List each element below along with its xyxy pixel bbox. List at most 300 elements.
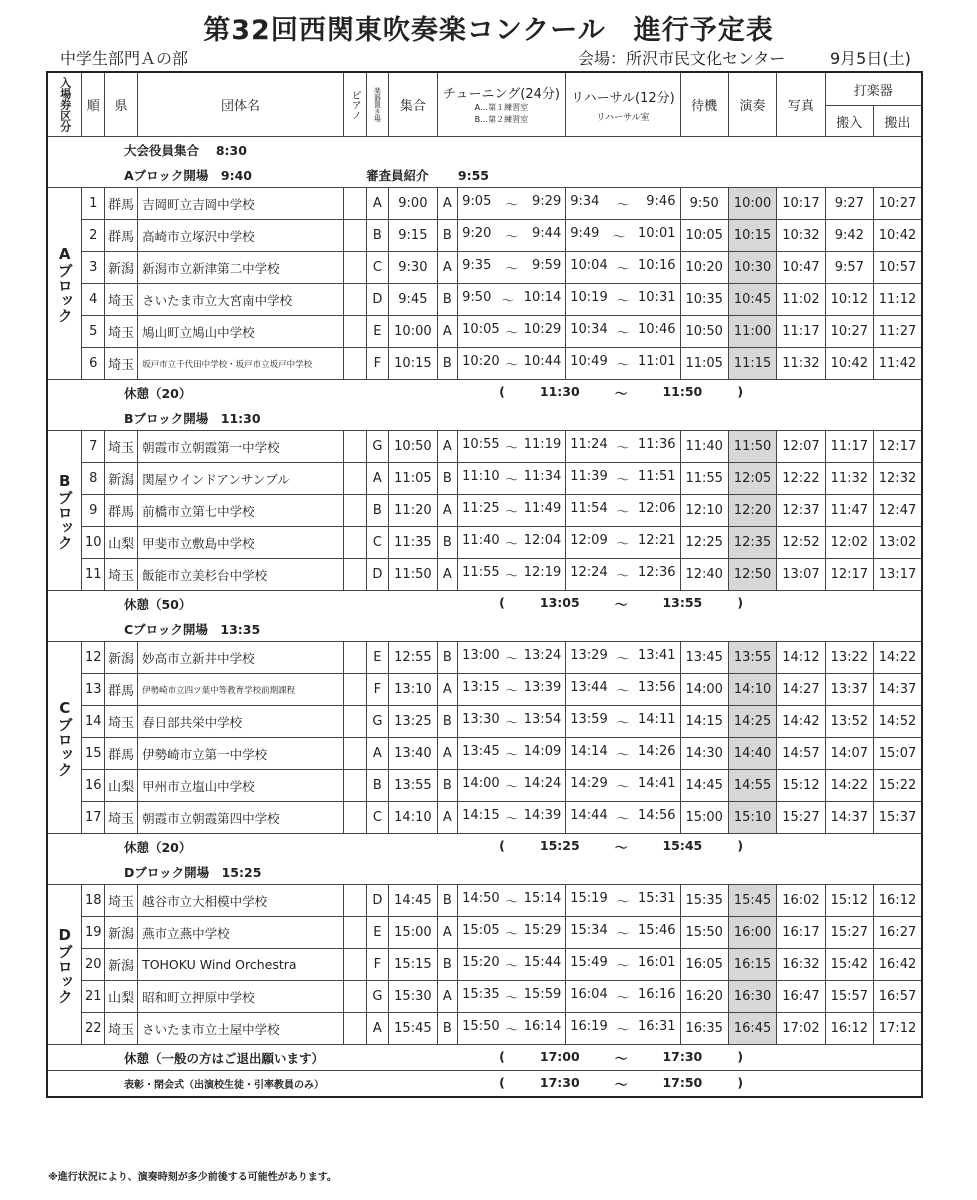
wait-cell: 16:05 <box>680 949 728 981</box>
closing-time: ( 17:00 ～ 17:30 ) <box>437 1045 922 1071</box>
order-cell: 15 <box>82 738 105 770</box>
block-label: Bブロック <box>47 431 82 591</box>
perform-cell: 14:40 <box>728 738 776 770</box>
carry-out-cell: 16:27 <box>874 917 923 949</box>
closing-label: 表彰・閉会式（出演校生徒・引率教員のみ） <box>82 1071 437 1098</box>
wait-cell: 14:15 <box>680 706 728 738</box>
tuning-time-cell: 13:00 ～ 13:24 <box>458 642 566 674</box>
piano-cell <box>343 559 366 591</box>
stand-cell: A <box>366 188 389 220</box>
rehearsal-time-cell: 9:34 ～ 9:46 <box>566 188 680 220</box>
tuning-time-cell: 13:15 ～ 13:39 <box>458 674 566 706</box>
page-title: 第32回西関東吹奏楽コンクール 進行予定表 <box>203 15 774 46</box>
photo-cell: 11:02 <box>777 284 825 316</box>
group-name: 飯能市立美杉台中学校 <box>138 559 344 591</box>
block-open-label: Cブロック開場 13:35 <box>82 616 922 642</box>
stand-cell: D <box>366 559 389 591</box>
order-cell: 1 <box>82 188 105 220</box>
assemble-cell: 15:00 <box>389 917 437 949</box>
tuning-time-cell: 9:20 ～ 9:44 <box>458 220 566 252</box>
perform-cell: 15:10 <box>728 802 776 834</box>
tuning-time-cell: 15:05 ～ 15:29 <box>458 917 566 949</box>
piano-cell <box>343 674 366 706</box>
carry-out-cell: 13:17 <box>874 559 923 591</box>
assemble-cell: 9:00 <box>389 188 437 220</box>
table-row <box>47 770 922 802</box>
carry-in-cell: 10:12 <box>825 284 873 316</box>
carry-out-cell: 10:57 <box>874 252 923 284</box>
header-stand: 楽器置き場 <box>366 72 389 137</box>
assemble-cell: 10:50 <box>389 431 437 463</box>
rehearsal-time-cell: 15:19 ～ 15:31 <box>566 885 680 917</box>
tuning-room-cell: A <box>437 738 458 770</box>
rehearsal-time-cell: 12:09 ～ 12:21 <box>566 527 680 559</box>
assemble-cell: 11:50 <box>389 559 437 591</box>
stand-cell: F <box>366 674 389 706</box>
rehearsal-time-cell: 10:49 ～ 11:01 <box>566 348 680 380</box>
header-assemble: 集合 <box>389 72 437 137</box>
date-label: 9月5日(土) <box>830 49 911 68</box>
group-name: 新潟市立新津第二中学校 <box>138 252 344 284</box>
stand-cell: E <box>366 642 389 674</box>
stand-cell: D <box>366 885 389 917</box>
tuning-time-cell: 14:15 ～ 14:39 <box>458 802 566 834</box>
perform-cell: 14:10 <box>728 674 776 706</box>
tuning-time-cell: 10:20 ～ 10:44 <box>458 348 566 380</box>
assemble-cell: 10:15 <box>389 348 437 380</box>
carry-in-cell: 11:17 <box>825 431 873 463</box>
wait-cell: 14:00 <box>680 674 728 706</box>
carry-in-cell: 11:32 <box>825 463 873 495</box>
assemble-cell: 15:15 <box>389 949 437 981</box>
assemble-cell: 9:30 <box>389 252 437 284</box>
tuning-room-cell: B <box>437 770 458 802</box>
header-wait: 待機 <box>680 72 728 137</box>
stand-cell: D <box>366 284 389 316</box>
stand-cell: B <box>366 770 389 802</box>
header-group: 団体名 <box>138 72 344 137</box>
assemble-cell: 12:55 <box>389 642 437 674</box>
break-row <box>47 380 922 406</box>
pref-cell: 新潟 <box>105 252 138 284</box>
order-cell: 12 <box>82 642 105 674</box>
carry-in-cell: 10:42 <box>825 348 873 380</box>
wait-cell: 12:10 <box>680 495 728 527</box>
group-name: 甲斐市立敷島中学校 <box>138 527 344 559</box>
header-rehearsal: リハーサル(12分) リハーサル室 <box>566 72 680 137</box>
break-row <box>47 834 922 860</box>
wait-cell: 10:35 <box>680 284 728 316</box>
piano-cell <box>343 1013 366 1045</box>
piano-cell <box>343 802 366 834</box>
perform-cell: 12:20 <box>728 495 776 527</box>
photo-cell: 16:02 <box>777 885 825 917</box>
piano-cell <box>343 284 366 316</box>
tuning-time-cell: 9:35 ～ 9:59 <box>458 252 566 284</box>
tuning-time-cell: 10:55 ～ 11:19 <box>458 431 566 463</box>
assemble-cell: 10:00 <box>389 316 437 348</box>
order-cell: 10 <box>82 527 105 559</box>
perform-cell: 16:15 <box>728 949 776 981</box>
tuning-room-cell: B <box>437 220 458 252</box>
rehearsal-time-cell: 9:49 ～ 10:01 <box>566 220 680 252</box>
rehearsal-time-cell: 10:04 ～ 10:16 <box>566 252 680 284</box>
tuning-room-cell: A <box>437 316 458 348</box>
table-row <box>47 1013 922 1045</box>
rehearsal-time-cell: 14:29 ～ 14:41 <box>566 770 680 802</box>
pref-cell: 埼玉 <box>105 1013 138 1045</box>
assemble-cell: 14:45 <box>389 885 437 917</box>
perform-cell: 12:05 <box>728 463 776 495</box>
photo-cell: 11:32 <box>777 348 825 380</box>
pref-cell: 新潟 <box>105 463 138 495</box>
wait-cell: 12:25 <box>680 527 728 559</box>
pref-cell: 群馬 <box>105 738 138 770</box>
assemble-cell: 13:55 <box>389 770 437 802</box>
intro-officials: 大会役員集合 8:30 <box>82 137 922 163</box>
photo-cell: 15:12 <box>777 770 825 802</box>
photo-cell: 12:22 <box>777 463 825 495</box>
wait-cell: 11:05 <box>680 348 728 380</box>
piano-cell <box>343 348 366 380</box>
table-row <box>47 284 922 316</box>
tuning-room-cell: A <box>437 252 458 284</box>
carry-in-cell: 14:22 <box>825 770 873 802</box>
pref-cell: 群馬 <box>105 188 138 220</box>
rehearsal-time-cell: 13:29 ～ 13:41 <box>566 642 680 674</box>
wait-cell: 15:35 <box>680 885 728 917</box>
group-name: 高崎市立塚沢中学校 <box>138 220 344 252</box>
wait-cell: 15:50 <box>680 917 728 949</box>
wait-cell: 16:35 <box>680 1013 728 1045</box>
perform-cell: 16:30 <box>728 981 776 1013</box>
perform-cell: 12:50 <box>728 559 776 591</box>
group-name: 伊勢崎市立四ツ葉中等教育学校前期課程 <box>138 674 344 706</box>
rehearsal-time-cell: 11:24 ～ 11:36 <box>566 431 680 463</box>
piano-cell <box>343 738 366 770</box>
photo-cell: 14:12 <box>777 642 825 674</box>
piano-cell <box>343 949 366 981</box>
tuning-room-cell: A <box>437 674 458 706</box>
pref-cell: 埼玉 <box>105 885 138 917</box>
tuning-time-cell: 15:50 ～ 16:14 <box>458 1013 566 1045</box>
pref-cell: 埼玉 <box>105 559 138 591</box>
table-row <box>47 917 922 949</box>
piano-cell <box>343 917 366 949</box>
table-row <box>47 642 922 674</box>
assemble-cell: 13:25 <box>389 706 437 738</box>
tuning-room-cell: B <box>437 284 458 316</box>
wait-cell: 11:40 <box>680 431 728 463</box>
rehearsal-time-cell: 16:19 ～ 16:31 <box>566 1013 680 1045</box>
order-cell: 17 <box>82 802 105 834</box>
rehearsal-time-cell: 14:14 ～ 14:26 <box>566 738 680 770</box>
order-cell: 8 <box>82 463 105 495</box>
order-cell: 13 <box>82 674 105 706</box>
perform-cell: 11:15 <box>728 348 776 380</box>
stand-cell: G <box>366 981 389 1013</box>
perform-cell: 10:15 <box>728 220 776 252</box>
wait-cell: 10:20 <box>680 252 728 284</box>
stand-cell: B <box>366 495 389 527</box>
group-name: 朝霞市立朝霞第一中学校 <box>138 431 344 463</box>
piano-cell <box>343 770 366 802</box>
pref-cell: 新潟 <box>105 917 138 949</box>
tuning-room-cell: B <box>437 527 458 559</box>
table-row <box>47 738 922 770</box>
photo-cell: 10:32 <box>777 220 825 252</box>
tuning-time-cell: 11:10 ～ 11:34 <box>458 463 566 495</box>
pref-cell: 山梨 <box>105 981 138 1013</box>
tuning-room-cell: B <box>437 949 458 981</box>
break-row <box>47 591 922 617</box>
carry-in-cell: 9:42 <box>825 220 873 252</box>
photo-cell: 16:17 <box>777 917 825 949</box>
photo-cell: 14:42 <box>777 706 825 738</box>
intro-judges: 審査員紹介 9:55 <box>366 162 922 188</box>
closing-time: ( 17:30 ～ 17:50 ) <box>437 1071 922 1098</box>
assemble-cell: 13:40 <box>389 738 437 770</box>
photo-cell: 12:37 <box>777 495 825 527</box>
assemble-cell: 9:45 <box>389 284 437 316</box>
order-cell: 4 <box>82 284 105 316</box>
rehearsal-time-cell: 14:44 ～ 14:56 <box>566 802 680 834</box>
tuning-room-cell: A <box>437 917 458 949</box>
rehearsal-time-cell: 11:39 ～ 11:51 <box>566 463 680 495</box>
pref-cell: 埼玉 <box>105 284 138 316</box>
group-name: 甲州市立塩山中学校 <box>138 770 344 802</box>
group-name: TOHOKU Wind Orchestra <box>138 949 344 981</box>
carry-in-cell: 15:27 <box>825 917 873 949</box>
perform-cell: 10:00 <box>728 188 776 220</box>
header-carry-in: 搬入 <box>825 106 873 137</box>
carry-in-cell: 14:37 <box>825 802 873 834</box>
wait-cell: 16:20 <box>680 981 728 1013</box>
assemble-cell: 13:10 <box>389 674 437 706</box>
tuning-time-cell: 13:45 ～ 14:09 <box>458 738 566 770</box>
block-open-label: Dブロック開場 15:25 <box>82 859 922 885</box>
carry-out-cell: 15:07 <box>874 738 923 770</box>
photo-cell: 15:27 <box>777 802 825 834</box>
tuning-time-cell: 9:50 ～ 10:14 <box>458 284 566 316</box>
rehearsal-time-cell: 10:34 ～ 10:46 <box>566 316 680 348</box>
stand-cell: B <box>366 220 389 252</box>
tuning-time-cell: 15:20 ～ 15:44 <box>458 949 566 981</box>
tuning-time-cell: 15:35 ～ 15:59 <box>458 981 566 1013</box>
assemble-cell: 15:30 <box>389 981 437 1013</box>
header-photo: 写真 <box>777 72 825 137</box>
piano-cell <box>343 316 366 348</box>
carry-out-cell: 16:12 <box>874 885 923 917</box>
perform-cell: 10:45 <box>728 284 776 316</box>
order-cell: 11 <box>82 559 105 591</box>
tuning-time-cell: 11:40 ～ 12:04 <box>458 527 566 559</box>
venue-label: 会場：所沢市民文化センター <box>578 49 786 68</box>
group-name: 伊勢崎市立第一中学校 <box>138 738 344 770</box>
group-name: 吉岡町立吉岡中学校 <box>138 188 344 220</box>
block-open-row <box>47 616 922 642</box>
table-row <box>47 949 922 981</box>
break-time: ( 15:25 ～ 15:45 ) <box>437 834 922 860</box>
tuning-room-cell: B <box>437 885 458 917</box>
block-open-row <box>47 859 922 885</box>
tuning-time-cell: 11:25 ～ 11:49 <box>458 495 566 527</box>
carry-out-cell: 10:27 <box>874 188 923 220</box>
table-row <box>47 802 922 834</box>
break-label: 休憩（20） <box>82 380 437 406</box>
stand-cell: A <box>366 738 389 770</box>
photo-cell: 13:07 <box>777 559 825 591</box>
wait-cell: 15:00 <box>680 802 728 834</box>
carry-in-cell: 12:17 <box>825 559 873 591</box>
tuning-time-cell: 9:05 ～ 9:29 <box>458 188 566 220</box>
tuning-room-cell: A <box>437 802 458 834</box>
photo-cell: 11:17 <box>777 316 825 348</box>
carry-out-cell: 13:02 <box>874 527 923 559</box>
stand-cell: C <box>366 527 389 559</box>
rehearsal-time-cell: 16:04 ～ 16:16 <box>566 981 680 1013</box>
tuning-room-cell: A <box>437 981 458 1013</box>
tuning-room-cell: A <box>437 431 458 463</box>
group-name: 春日部共栄中学校 <box>138 706 344 738</box>
header-tuning: チューニング(24分) A…第１練習室 B…第２練習室 <box>437 72 566 137</box>
carry-in-cell: 10:27 <box>825 316 873 348</box>
carry-in-cell: 9:27 <box>825 188 873 220</box>
table-row <box>47 674 922 706</box>
pref-cell: 群馬 <box>105 220 138 252</box>
closing-row <box>47 1045 922 1071</box>
tuning-time-cell: 10:05 ～ 10:29 <box>458 316 566 348</box>
table-row <box>47 527 922 559</box>
wait-cell: 10:50 <box>680 316 728 348</box>
piano-cell <box>343 527 366 559</box>
assemble-cell: 14:10 <box>389 802 437 834</box>
tuning-room-cell: B <box>437 642 458 674</box>
table-row <box>47 431 922 463</box>
pref-cell: 山梨 <box>105 770 138 802</box>
tuning-room-cell: A <box>437 495 458 527</box>
wait-cell: 12:40 <box>680 559 728 591</box>
carry-out-cell: 11:12 <box>874 284 923 316</box>
wait-cell: 10:05 <box>680 220 728 252</box>
perform-cell: 16:00 <box>728 917 776 949</box>
header-pref: 県 <box>105 72 138 137</box>
wait-cell: 11:55 <box>680 463 728 495</box>
tuning-time-cell: 14:00 ～ 14:24 <box>458 770 566 802</box>
photo-cell: 16:32 <box>777 949 825 981</box>
stand-cell: G <box>366 706 389 738</box>
tuning-time-cell: 11:55 ～ 12:19 <box>458 559 566 591</box>
piano-cell <box>343 188 366 220</box>
group-name: 坂戸市立千代田中学校・坂戸市立坂戸中学校 <box>138 348 344 380</box>
order-cell: 21 <box>82 981 105 1013</box>
tuning-time-cell: 14:50 ～ 15:14 <box>458 885 566 917</box>
group-name: 越谷市立大相模中学校 <box>138 885 344 917</box>
perform-cell: 11:50 <box>728 431 776 463</box>
photo-cell: 12:07 <box>777 431 825 463</box>
table-row <box>47 885 922 917</box>
block-label: Aブロック <box>47 188 82 380</box>
pref-cell: 群馬 <box>105 674 138 706</box>
table-row <box>47 559 922 591</box>
table-row <box>47 706 922 738</box>
rehearsal-time-cell: 13:44 ～ 13:56 <box>566 674 680 706</box>
carry-out-cell: 16:42 <box>874 949 923 981</box>
carry-in-cell: 15:12 <box>825 885 873 917</box>
order-cell: 14 <box>82 706 105 738</box>
table-row <box>47 463 922 495</box>
assemble-cell: 11:35 <box>389 527 437 559</box>
carry-in-cell: 11:47 <box>825 495 873 527</box>
break-time: ( 13:05 ～ 13:55 ) <box>437 591 922 617</box>
carry-in-cell: 9:57 <box>825 252 873 284</box>
assemble-cell: 11:05 <box>389 463 437 495</box>
carry-out-cell: 12:32 <box>874 463 923 495</box>
closing-row <box>47 1071 922 1098</box>
section-label: 中学生部門Ａの部 <box>60 49 189 68</box>
perform-cell: 13:55 <box>728 642 776 674</box>
break-label: 休憩（50） <box>82 591 437 617</box>
order-cell: 7 <box>82 431 105 463</box>
rehearsal-time-cell: 11:54 ～ 12:06 <box>566 495 680 527</box>
break-label: 休憩（20） <box>82 834 437 860</box>
table-row <box>47 981 922 1013</box>
order-cell: 6 <box>82 348 105 380</box>
stand-cell: G <box>366 431 389 463</box>
carry-out-cell: 12:17 <box>874 431 923 463</box>
piano-cell <box>343 220 366 252</box>
photo-cell: 10:47 <box>777 252 825 284</box>
piano-cell <box>343 706 366 738</box>
order-cell: 16 <box>82 770 105 802</box>
wait-cell: 9:50 <box>680 188 728 220</box>
piano-cell <box>343 252 366 284</box>
group-name: 鳩山町立鳩山中学校 <box>138 316 344 348</box>
piano-cell <box>343 495 366 527</box>
order-cell: 22 <box>82 1013 105 1045</box>
table-row <box>47 252 922 284</box>
order-cell: 18 <box>82 885 105 917</box>
pref-cell: 埼玉 <box>105 316 138 348</box>
carry-out-cell: 15:22 <box>874 770 923 802</box>
stand-cell: E <box>366 917 389 949</box>
block-open-label: Bブロック開場 11:30 <box>82 405 922 431</box>
stand-cell: A <box>366 1013 389 1045</box>
tuning-room-cell: B <box>437 1013 458 1045</box>
header-order: 順 <box>82 72 105 137</box>
carry-out-cell: 14:52 <box>874 706 923 738</box>
table-row <box>47 495 922 527</box>
table-row <box>47 220 922 252</box>
stand-cell: F <box>366 348 389 380</box>
perform-cell: 16:45 <box>728 1013 776 1045</box>
tuning-room-cell: B <box>437 706 458 738</box>
group-name: 関屋ウインドアンサンブル <box>138 463 344 495</box>
photo-cell: 12:52 <box>777 527 825 559</box>
closing-label: 休憩（一般の方はご退出願います） <box>82 1045 437 1071</box>
order-cell: 2 <box>82 220 105 252</box>
rehearsal-time-cell: 10:19 ～ 10:31 <box>566 284 680 316</box>
carry-in-cell: 12:02 <box>825 527 873 559</box>
carry-in-cell: 13:22 <box>825 642 873 674</box>
block-label: Dブロック <box>47 885 82 1045</box>
header-perform: 演奏 <box>728 72 776 137</box>
carry-out-cell: 15:37 <box>874 802 923 834</box>
tuning-room-cell: B <box>437 463 458 495</box>
perform-cell: 11:00 <box>728 316 776 348</box>
photo-cell: 14:27 <box>777 674 825 706</box>
perform-cell: 14:55 <box>728 770 776 802</box>
